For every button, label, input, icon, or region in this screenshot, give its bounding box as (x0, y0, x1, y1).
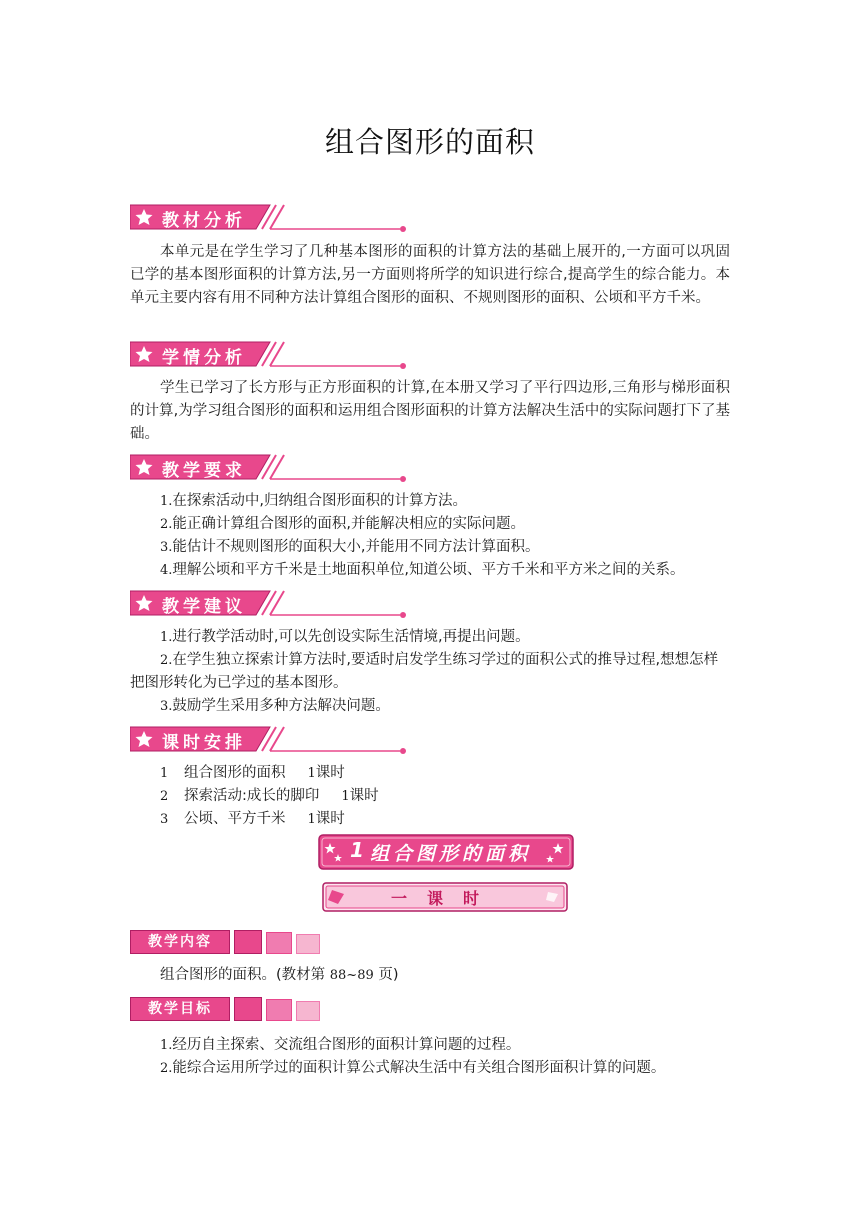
content-text: 组合图形的面积。(教材第 88~89 页) (160, 967, 399, 983)
requirements-list (160, 490, 740, 582)
lesson-banner (318, 834, 574, 870)
decor-square (296, 934, 320, 954)
period-label: 一课时 (390, 889, 499, 908)
section-label: 教学要求 (162, 461, 246, 481)
subsection-label: 教学目标 (130, 997, 230, 1021)
schedule-list (160, 762, 379, 831)
period-banner (322, 882, 568, 912)
list-item: 1.在探索活动中,归纳组合图形面积的计算方法。 (160, 493, 468, 509)
lesson-title: 组合图形的面积 (370, 843, 532, 865)
section-label: 学情分析 (162, 348, 246, 368)
decor-square (234, 930, 262, 954)
section-header-analysis (130, 203, 420, 237)
list-item: 1.经历自主探索、交流组合图形的面积计算问题的过程。 (160, 1037, 521, 1053)
section-header-schedule (130, 725, 420, 759)
suggestions-list (130, 626, 730, 718)
decor-square (266, 932, 292, 954)
schedule-row: 2 探索活动:成长的脚印 1课时 (160, 788, 379, 804)
section-label: 教学建议 (162, 597, 246, 617)
list-item: 2.在学生独立探索计算方法时,要适时启发学生练习学过的面积公式的推导过程,想想怎样把图形转化为已学过的基本图形。 (130, 652, 719, 691)
list-item: 4.理解公顷和平方千米是土地面积单位,知道公顷、平方千米和平方米之间的关系。 (160, 562, 685, 578)
lesson-number: 1 (350, 838, 364, 862)
students-paragraph: 学生已学习了长方形与正方形面积的计算,在本册又学习了平行四边形,三角形与梯形面积的计算,为学习组合图形的面积和运用组合图形面积的计算方法解决生活中的实际问题打下了基础。 (130, 380, 730, 442)
decor-square (234, 997, 262, 1021)
list-item: 2.能综合运用所学过的面积计算公式解决生活中有关组合图形面积计算的问题。 (160, 1060, 666, 1076)
section-header-requirements (130, 453, 420, 487)
decor-square (266, 999, 292, 1021)
goals-list (160, 1034, 740, 1080)
page-title: 组合图形的面积 (324, 125, 535, 159)
list-item: 3.鼓励学生采用多种方法解决问题。 (160, 698, 390, 714)
section-header-students (130, 340, 420, 374)
list-item: 2.能正确计算组合图形的面积,并能解决相应的实际问题。 (160, 516, 526, 532)
list-item: 3.能估计不规则图形的面积大小,并能用不同方法计算面积。 (160, 539, 540, 555)
schedule-row: 1 组合图形的面积 1课时 (160, 765, 345, 781)
list-item: 1.进行教学活动时,可以先创设实际生活情境,再提出问题。 (160, 629, 530, 645)
schedule-row: 3 公顷、平方千米 1课时 (160, 811, 345, 827)
section-header-suggestions (130, 589, 420, 623)
decor-square (296, 1001, 320, 1021)
subsection-label: 教学内容 (130, 930, 230, 954)
section-label: 课时安排 (162, 733, 246, 753)
analysis-paragraph: 本单元是在学生学习了几种基本图形的面积的计算方法的基础上展开的,一方面可以巩固已学的基本图形面积的计算方法,另一方面则将所学的知识进行综合,提高学生的综合能力。本单元主要内容有用不同种方法计算组合图形的面积、不规则图形的面积、公顷和平方千米。 (130, 244, 730, 306)
section-label: 教材分析 (162, 211, 246, 231)
